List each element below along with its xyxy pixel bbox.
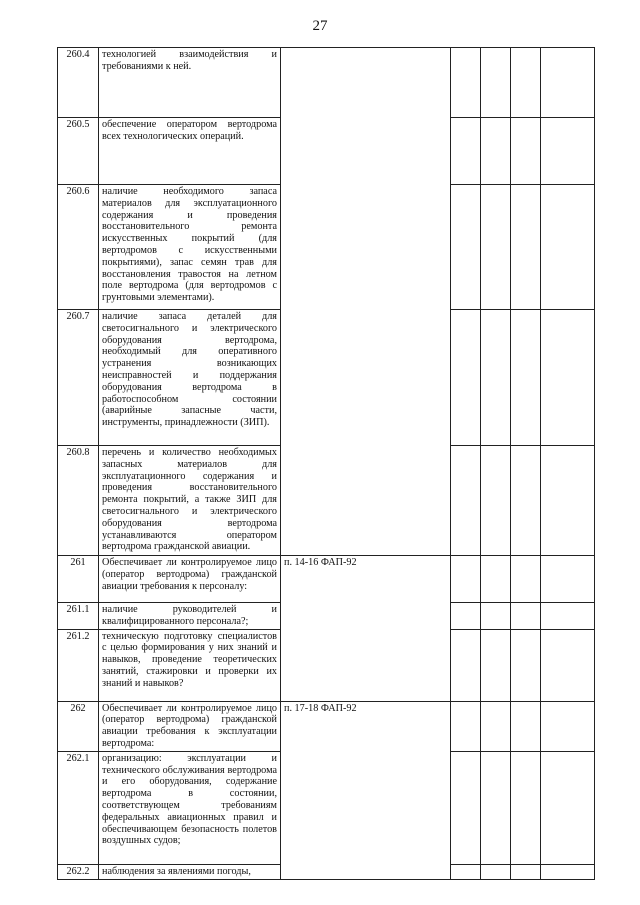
item-text: Обеспечивает ли контролируемое лицо (оператор вертодрома) гражданской авиации требования к персоналу: — [99, 556, 281, 603]
answer-yes-cell — [451, 556, 481, 603]
table-row — [58, 556, 595, 603]
answer-na-cell — [511, 629, 541, 701]
item-text: наличие запаса деталей для светосигнального и электрического оборудования вертодрома, необходимый для оперативного устранения возникающих неисправностей и поддержания оборудования вертодрома в работоспособном состоянии (аварийные запасные части, инструменты, принадлежности (ЗИП). — [99, 310, 281, 446]
item-number: 260.4 — [58, 48, 99, 118]
note-cell — [541, 751, 595, 864]
answer-na-cell — [511, 864, 541, 879]
item-text: наличие руководителей и квалифицированного персонала?; — [99, 603, 281, 630]
answer-yes-cell — [451, 629, 481, 701]
item-text: наблюдения за явлениями погоды, — [99, 864, 281, 879]
answer-na-cell — [511, 185, 541, 310]
answer-na-cell — [511, 701, 541, 751]
note-cell — [541, 864, 595, 879]
answer-yes-cell — [451, 446, 481, 556]
answer-na-cell — [511, 310, 541, 446]
answer-yes-cell — [451, 701, 481, 751]
checklist-table — [57, 47, 595, 880]
answer-na-cell — [511, 118, 541, 185]
answer-no-cell — [481, 446, 511, 556]
item-text: наличие необходимого запаса материалов для эксплуатационного содержания и проведения восстановительного ремонта искусственных покрытий (для вертодромов с искусственными покрытиями), запас семян трав для восстановления травостоя на летном поле вертодрома (для вертодромов с грунтовыми элементами). — [99, 185, 281, 310]
note-cell — [541, 629, 595, 701]
answer-no-cell — [481, 629, 511, 701]
reference-cell — [281, 556, 451, 702]
item-text: техническую подготовку специалистов с целью формирования у них знаний и навыков, проведение теоретических занятий, стажировки и проверки их знаний и навыков? — [99, 629, 281, 701]
answer-na-cell — [511, 48, 541, 118]
note-cell — [541, 310, 595, 446]
answer-yes-cell — [451, 864, 481, 879]
table-row — [58, 701, 595, 751]
note-cell — [541, 48, 595, 118]
item-text: обеспечение оператором вертодрома всех технологических операций. — [99, 118, 281, 185]
note-cell — [541, 603, 595, 630]
item-number: 260.6 — [58, 185, 99, 310]
answer-yes-cell — [451, 48, 481, 118]
answer-no-cell — [481, 751, 511, 864]
answer-na-cell — [511, 556, 541, 603]
answer-na-cell — [511, 751, 541, 864]
table-row — [58, 48, 595, 118]
answer-no-cell — [481, 556, 511, 603]
reference-cell — [281, 48, 451, 556]
note-cell — [541, 446, 595, 556]
item-text: технологией взаимодействия и требованиями к ней. — [99, 48, 281, 118]
answer-no-cell — [481, 185, 511, 310]
answer-no-cell — [481, 864, 511, 879]
answer-yes-cell — [451, 603, 481, 630]
answer-no-cell — [481, 310, 511, 446]
item-text: организацию: эксплуатации и технического обслуживания вертодрома и его оборудования, содержание вертодрома в состоянии, соответствующем требованиям федеральных авиационных правил и обеспечивающем безопасность полетов воздушных судов; — [99, 751, 281, 864]
reference-cell — [281, 701, 451, 879]
item-number: 261.2 — [58, 629, 99, 701]
item-number: 260.5 — [58, 118, 99, 185]
answer-yes-cell — [451, 118, 481, 185]
answer-no-cell — [481, 48, 511, 118]
item-number: 261.1 — [58, 603, 99, 630]
reference-text: п. 14-16 ФАП-92 — [284, 557, 357, 568]
item-number: 260.7 — [58, 310, 99, 446]
answer-no-cell — [481, 701, 511, 751]
note-cell — [541, 118, 595, 185]
answer-no-cell — [481, 603, 511, 630]
item-number: 262.2 — [58, 864, 99, 879]
item-number: 260.8 — [58, 446, 99, 556]
reference-text: п. 17-18 ФАП-92 — [284, 702, 357, 714]
answer-no-cell — [481, 118, 511, 185]
note-cell — [541, 185, 595, 310]
item-text: перечень и количество необходимых запасных материалов для эксплуатационного содержания и проведения восстановительного ремонта покрытий, а также ЗИП для светосигнального и электрического оборудования вертодрома устанавливаются оператором вертодрома гражданской авиации. — [99, 446, 281, 556]
answer-yes-cell — [451, 751, 481, 864]
note-cell — [541, 701, 595, 751]
note-cell — [541, 556, 595, 603]
item-number: 262.1 — [58, 751, 99, 864]
answer-na-cell — [511, 446, 541, 556]
item-number: 261 — [58, 556, 99, 603]
item-number: 262 — [58, 701, 99, 751]
answer-na-cell — [511, 603, 541, 630]
answer-yes-cell — [451, 185, 481, 310]
item-text: Обеспечивает ли контролируемое лицо (оператор вертодрома) гражданской авиации требования к эксплуатации вертодрома: — [99, 701, 281, 751]
page-number: 27 — [312, 18, 328, 34]
answer-yes-cell — [451, 310, 481, 446]
